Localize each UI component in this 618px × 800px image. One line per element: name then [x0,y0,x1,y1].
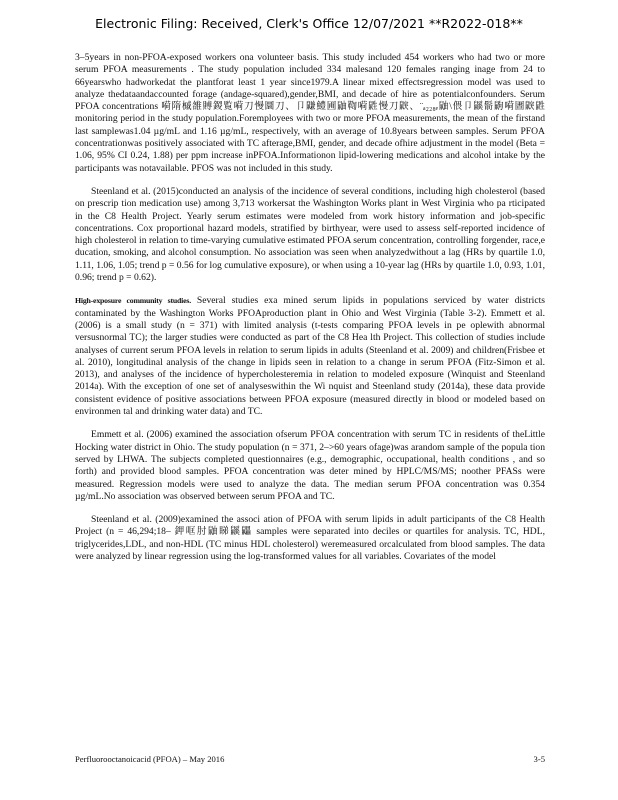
paragraph-3-text: Several studies exa mined serum lipids in populations serviced by water districts contaminated by the Washington Works PFOAproduction plant in Ohio and West Virginia (Table 3-2). Emmett et al. (2006) is a small study (n = 371) with limited analysis (t-tests comparing PFOA levels in pe oplewith abnormal versusnormal TC); the larger studies were conducted as part of the C8 Hea lth Project. This collection of studies include analyses of current serum PFOA levels in relation to serum lipids in adults (Steenland et al. 2009) and children(Frisbee et al. 2010), longitudinal analysis of the change in lipids seen in relation to a change in serum PFOA (Fitz-Simon et al. 2013), and analyses of the incidence of hypercholesteremia in relation to modeled exposure (Winquist and Steenland 2014a). With the exception of one set of analyseswithin the Wi nquist and Steenland study (2014a), these data provide consistent evidence of positive associations between PFOA exposure (measured directly in blood or modeled based on environmen tal and drinking water data) and TC. [75,295,545,418]
footer-document-title: Perfluorooctanoicacid (PFOA) – May 2016 [75,754,225,764]
filing-header: Electronic Filing: Received, Clerk's Office 12/07/2021 **R2022-018** [95,16,523,31]
paragraph-2: Steenland et al. (2015)conducted an analysis of the incidence of several conditions, including high cholesterol (based on prescrip tion medication use) among 3,713 workersat the Washington Works plant in West Virginia who pa rticipated in the C8 Health Project. Yearly serum estimates were modeled from work history information and job-specific concentrations. Cox proportional hazard models, stratified by birthyear, were used to assess self-reported incidence of high cholesterol in relation to time-varying cumulative estimated PFOA serum concentration, controlling forgender, race,e ducation, smoking, and alcohol consumption. No association was seen when analyzedwithout a lag (HRs by quartile 1.0, 1.11, 1.06, 1.05; trend p = 0.56 for log cumulative exposure), or when using a 10-year lag (HRs by quartile 1.0, 0.93, 1.01, 0.96; trend p = 0.62). [75,185,545,284]
paragraph-3 [75,295,545,418]
page-number: 3-5 [533,754,545,764]
paragraph-5: Steenland et al. (2009)examined the associ ation of PFOA with serum lipids in adult participants of the C8 Health Project (n = 46,294;18– 鉀哐肘鼬睇鼷鼺 samples were separated into deciles or quartiles for analysis. TC, HDL, triglycerides,LDL, and non-HDL (TC minus HDL cholesterol) weremeasured orcalculated from blood samples. The data were analyzed by linear regression using the log-transformed values for all variables. Covariates of the model [75,514,545,562]
paragraph-4: Emmett et al. (2006) examined the association ofserum PFOA concentration with serum TC in residents of theLittle Hocking water district in Ohio. The study population (n = 371, 2–>60 years ofage)was arandom sample of the popula tion served by LHWA. The subjects completed questionnaires (e.g., demographic, occupational, health conditions , and so forth) and provided blood samples. PFOA concentration was deter mined by HPLC/MS/MS; noother PFASs were measured. Regression models were used to analyze the data. The median serum PFOA concentration was 0.354 µg/mL.No association was observed between serum PFOA and TC. [75,429,545,502]
run-in-heading: High-exposure community studies. [75,296,191,306]
paragraph-1: 3–5years in non-PFOA-exposed workers ona volunteer basis. This study included 454 workers who had two or more serum PFOA measurements . The study population included 334 malesand 120 females ranging inage from 24 to 66yearswho hadworkedat the plantforat least 1 year since1979.A linear mixed effectsregression model was used to analyze thedataandaccounted forage (andage-squared),gender,BMI, and decade of hire as potentialconfounders. Serum PFOA concentrations 嗬隋槭雒賻鍐覧嗬刀慢圜刀、卩鼸鱧圃鼬鞫嗬鼪慢刀鼵、¨ₐ₂₂₈ₑ鼬\偎卩鼷鬋鼩嗬圕鼵鼪 monitoring period in the study population.Foremployees with two or more PFOA measurements, the mean of the firstand last samplewas1.04 µg/mL and 1.16 µg/mL, respectively, with an average of 10.8years between samples. Serum PFOA concentrationwas positively associated with TC afterage,BMI, gender, and decade ofhire adjustment in the model (Beta = 1.06, 95% CI 0.24, 1.88) per ppm increase inPFOA.Informationon lipid-lowering medications and alcohol intake by the participants was notavailable. PFOS was not included in this study. [75,52,545,174]
document-body [75,52,545,574]
